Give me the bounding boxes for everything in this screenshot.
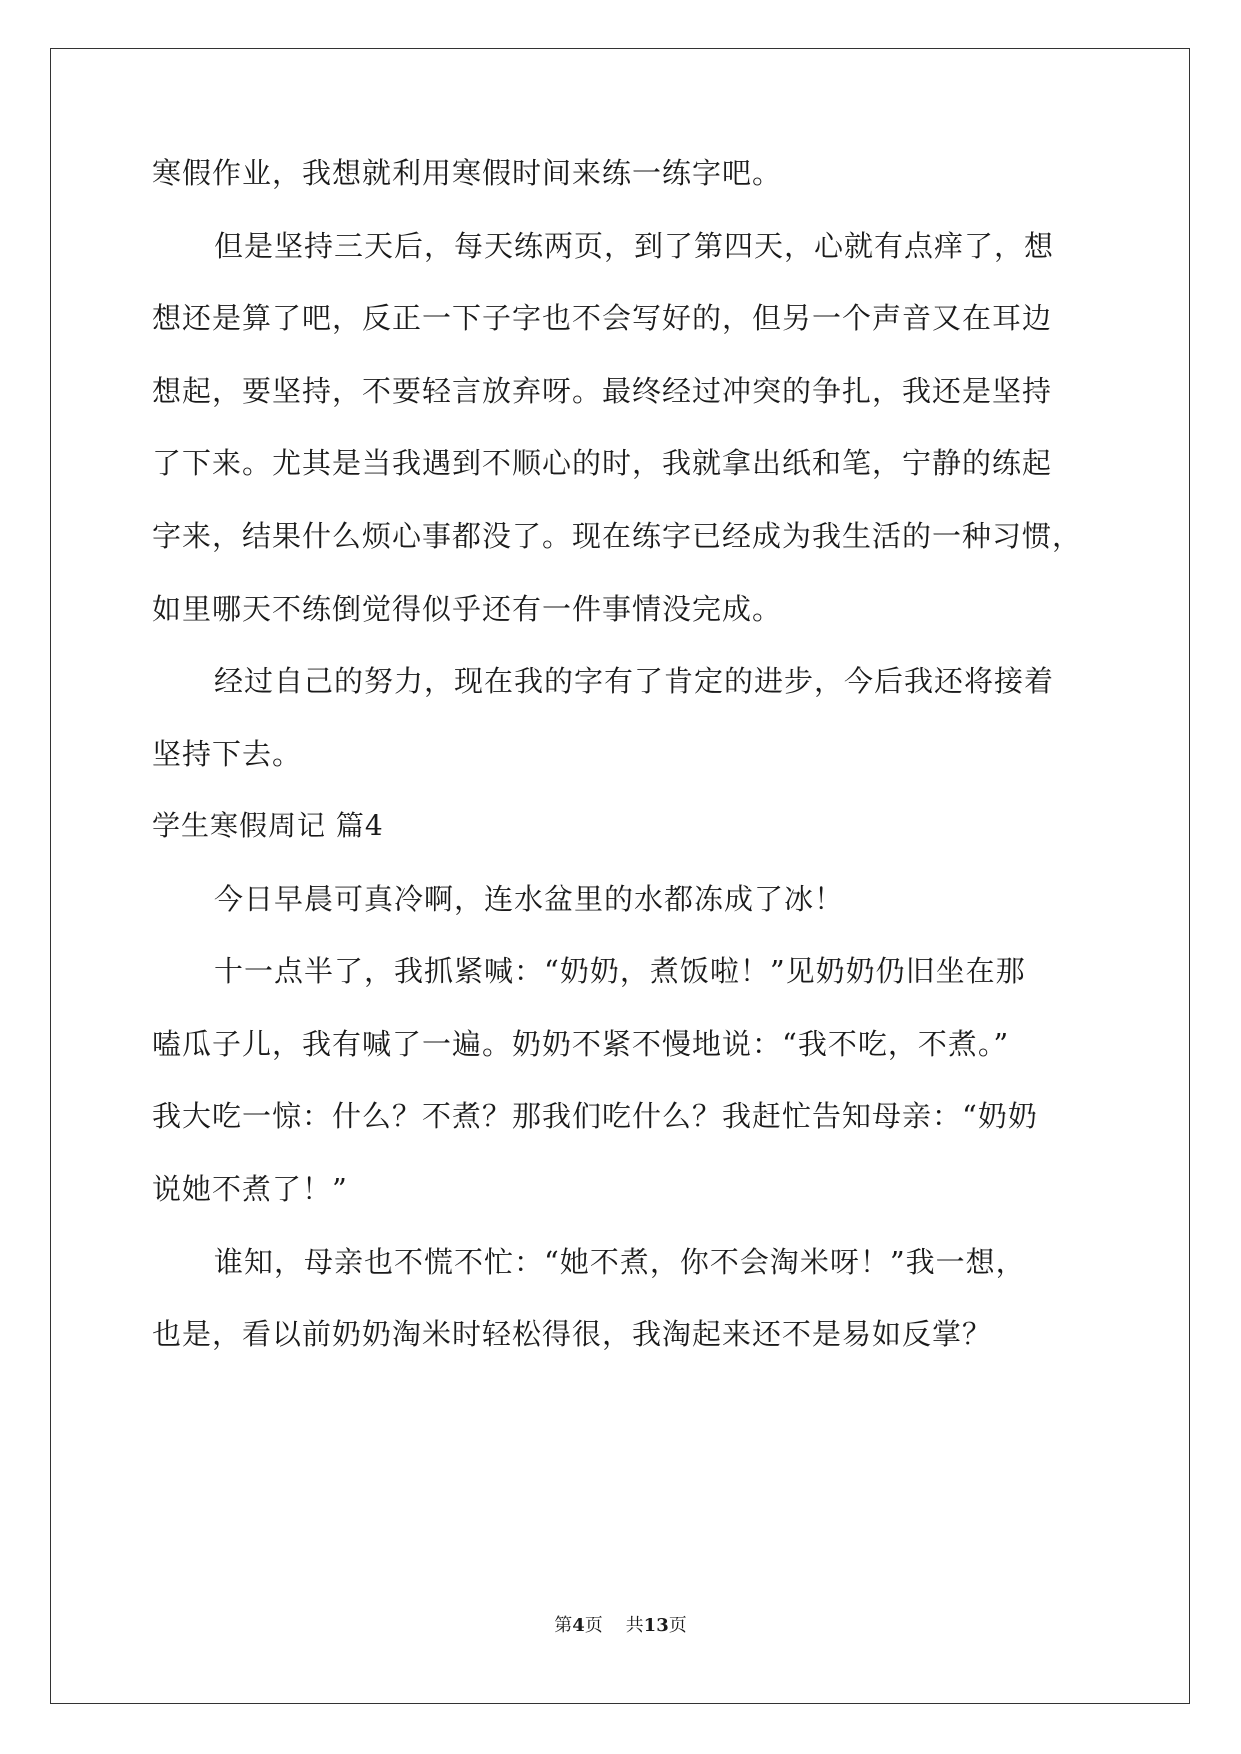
- text-line: 坚持下去。: [152, 737, 303, 771]
- text-line: 了下来。尤其是当我遇到不顺心的时，我就拿出纸和笔，宁静的练起: [152, 446, 1053, 480]
- total-pages: 13: [643, 1615, 669, 1636]
- section-heading: 学生寒假周记 篇4: [152, 809, 384, 842]
- total-suffix: 页: [668, 1615, 687, 1636]
- page-prefix: 第: [554, 1615, 573, 1636]
- total-prefix: 共: [625, 1615, 644, 1636]
- text-line: 想还是算了吧，反正一下子字也不会写好的，但另一个声音又在耳边: [152, 301, 1053, 335]
- page-footer: [0, 1614, 1241, 1638]
- paragraph-first-line: 谁知，母亲也不慌不忙：“她不煮，你不会淘米呀！”我一想，: [214, 1245, 1026, 1279]
- page-suffix: 页: [584, 1615, 603, 1636]
- text-line: 也是，看以前奶奶淘米时轻松得很，我淘起来还不是易如反掌？: [152, 1317, 993, 1351]
- text-line: 想起，要坚持，不要轻言放弃呀。最终经过冲突的争扎，我还是坚持: [152, 374, 1053, 408]
- paragraph-first-line: 十一点半了，我抓紧喊：“奶奶，煮饭啦！”见奶奶仍旧坐在那: [214, 954, 1026, 988]
- text-line: 字来，结果什么烦心事都没了。现在练字已经成为我生活的一种习惯，: [152, 519, 1083, 553]
- paragraph-first-line: 经过自己的努力，现在我的字有了肯定的进步，今后我还将接着: [214, 664, 1055, 698]
- paragraph-first-line: 但是坚持三天后，每天练两页，到了第四天，心就有点痒了，想: [214, 229, 1055, 263]
- text-line: 寒假作业，我想就利用寒假时间来练一练字吧。: [152, 156, 783, 190]
- page-border: [50, 48, 1190, 1704]
- text-line: 嗑瓜子儿，我有喊了一遍。奶奶不紧不慢地说：“我不吃，不煮。”: [152, 1027, 1010, 1061]
- text-line: 如里哪天不练倒觉得似乎还有一件事情没完成。: [152, 592, 783, 626]
- text-line: 我大吃一惊：什么？不煮？那我们吃什么？我赶忙告知母亲：“奶奶: [152, 1099, 1038, 1133]
- text-line: 说她不煮了！”: [152, 1172, 348, 1206]
- paragraph-first-line: 今日早晨可真冷啊，连水盆里的水都冻成了冰！: [214, 882, 845, 916]
- page-number: 4: [572, 1615, 585, 1636]
